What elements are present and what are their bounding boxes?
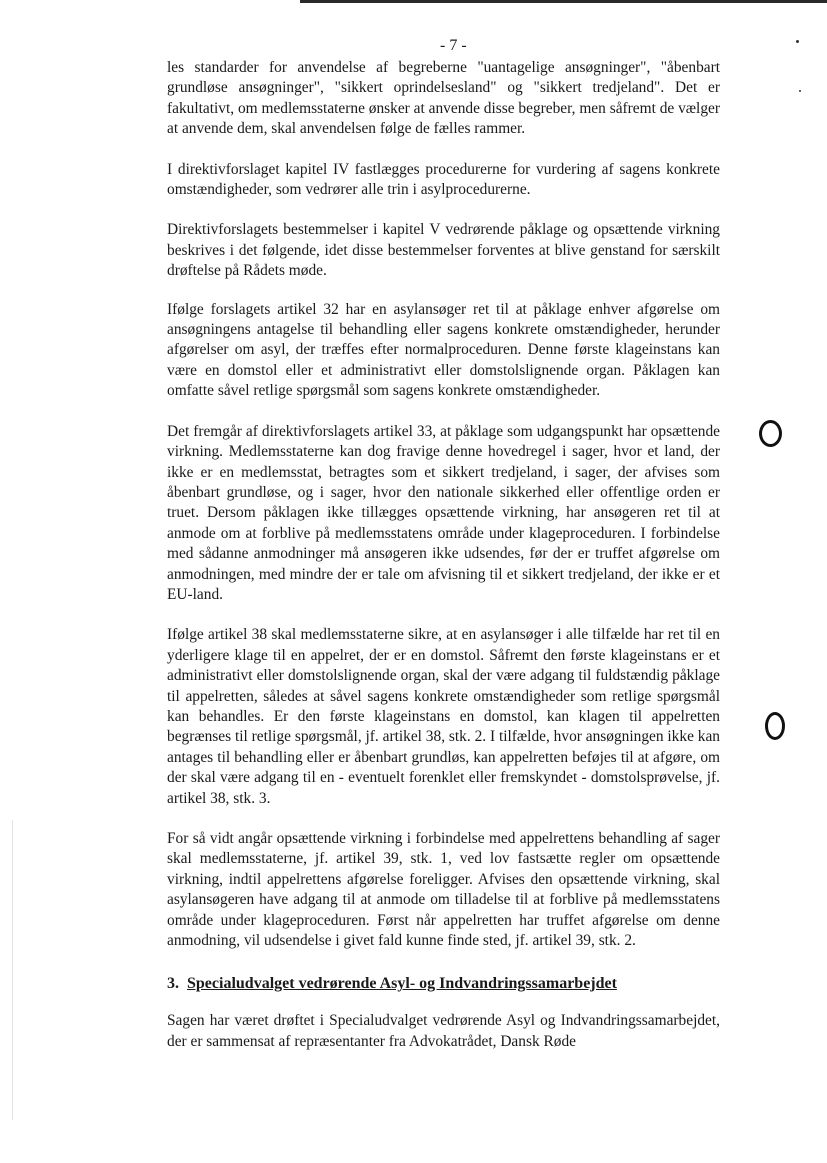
paragraph-article-33: Det fremgår af direktivforslagets artikel 33, at påklage som udgangspunkt har opsættende virkning. Medlemsstaterne kan dog fravige denne hovedregel i sager, hvor et land, der ikke er en medlemsstat, betragtes som et sikkert tredjeland, i sager, der afvises som åbenbart grundløse, og i sager, hvor den nationale sikkerhed eller offentlige orden er truet. Dersom påklagen ikke tillægges opsættende virkning, har ansøgeren ret til at anmode om at forblive på medlemsstatens område under klageproceduren. I forbindelse med sådanne anmodninger må ansøgeren ikke udsendes, før der er truffet afgørelse om anmodningen, med mindre der er tale om afvisning til et sikkert tredjeland, der ikke er et EU-land.	[167, 422, 720, 603]
paragraph-definitions: les standarder for anvendelse af begreberne "uantagelige ansøgninger", "åbenbart grundløse ansøgninger", "sikkert oprindelsesland" og "sikkert tredjeland". Det er fakultativt, om medlemsstaterne ønsker at anvende disse begreber, men såfremt de vælger at anvende dem, skal anvendelsen følge de fælles rammer.	[167, 59, 720, 138]
top-scan-edge	[300, 0, 827, 3]
section-heading	[167, 973, 720, 995]
paragraph-chapter-iv: I direktivforslaget kapitel IV fastlægges procedurerne for vurdering af sagens konkrete omstændigheder, som vedrører alle trin i asylprocedurerne.	[167, 160, 720, 199]
paragraph-specialudvalget: Sagen har været drøftet i Specialudvalget vedrørende Asyl og Indvandringssamarbejdet, der er sammensat af repræsentanter fra Advokatrådet, Dansk Røde	[167, 1012, 720, 1050]
left-scan-edge	[12, 820, 13, 1120]
paragraph-chapter-v: Direktivforslagets bestemmelser i kapitel V vedrørende påklage og opsættende virkning beskrives i det følgende, idet disse bestemmelser forventes at blive genstand for særskilt drøftelse på Rådets møde.	[167, 221, 720, 280]
section-title: Specialudvalget vedrørende Asyl- og Indvandringssamarbejdet	[187, 975, 617, 993]
punch-hole-icon	[759, 420, 782, 447]
page-number: - 7 -	[440, 37, 467, 54]
document-body	[167, 58, 720, 1052]
scan-speck	[796, 40, 799, 43]
paragraph-article-39: For så vidt angår opsættende virkning i forbindelse med appelrettens behandling af sager skal medlemsstaterne, jf. artikel 39, stk. 1, ved lov fastsætte regler om opsættende virkning, indtil appelrettens afgørelse foreligger. Afvises den opsættende virkning, skal asylansøgeren have adgang til at anmode om tilladelse til at forblive på medlemsstatens område under klageproceduren. Først når appelretten har truffet afgørelse om denne anmodning, vil udsendelse i givet fald kunne finde sted, jf. artikel 39, stk. 2.	[167, 830, 720, 950]
scan-speck	[799, 90, 801, 92]
section-number: 3.	[167, 975, 179, 993]
punch-hole-icon	[765, 712, 785, 740]
paragraph-article-38: Ifølge artikel 38 skal medlemsstaterne sikre, at en asylansøger i alle tilfælde har ret til en yderligere klage til en appelret, der er en domstol. Såfremt den første klageinstans er et administrativt eller domstolslignende organ, skal der være adgang til fuldstændig påklage til appelretten, således at såvel sagens konkrete omstændigheder som retlige spørgsmål kan behandles. Er den første klageinstans en domstol, kan klagen til appelretten begrænses til retlige spørgsmål, jf. artikel 38, stk. 2. I tilfælde, hvor ansøgningen ikke kan antages til behandling eller er åbenbart grundløs, kan appelretten beføjes til at afgøre, om der skal være adgang til en - eventuelt forenklet eller fremskyndet - domstolsprøvelse, jf. artikel 38, stk. 3.	[167, 626, 720, 807]
paragraph-article-32: Ifølge forslagets artikel 32 har en asylansøger ret til at påklage enhver afgørelse om ansøgningens antagelse til behandling eller sagens konkrete omstændigheder, herunder afgørelser om asyl, der træffes efter normalproceduren. Denne første klageinstans kan være en domstol eller et administrativt eller domstolslignende organ. Påklagen kan omfatte såvel retlige spørgsmål som sagens konkrete omstændigheder.	[167, 300, 720, 400]
